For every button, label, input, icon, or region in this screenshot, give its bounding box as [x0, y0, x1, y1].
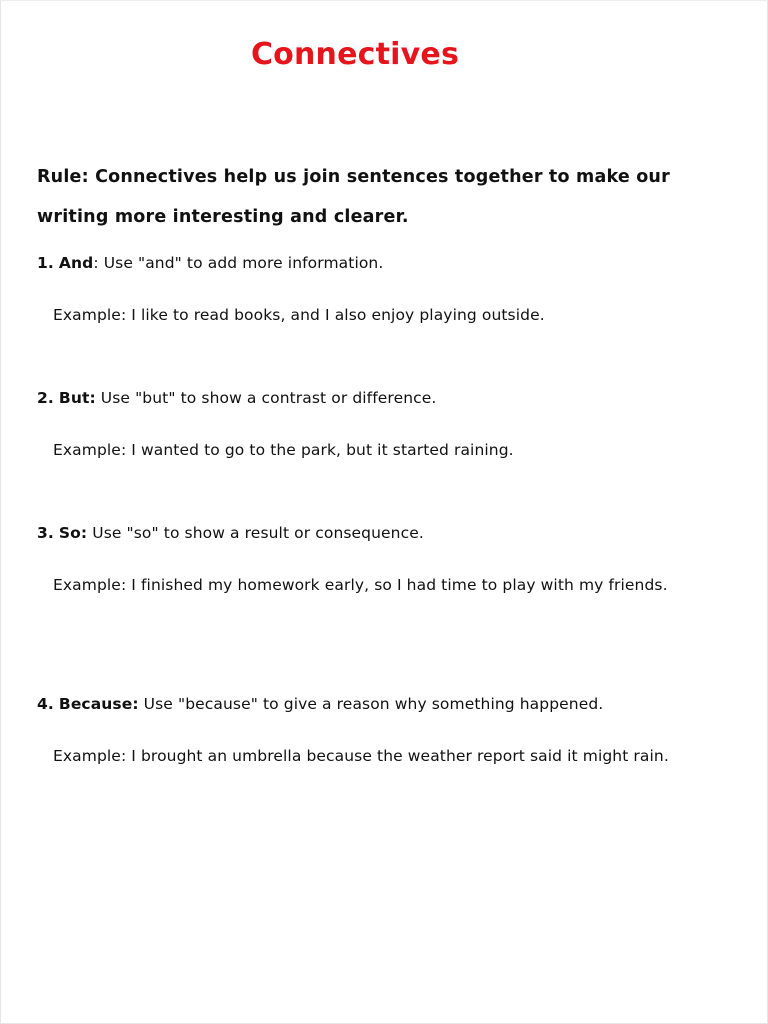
item-example: Example: I brought an umbrella because the weather report said it might rain. [53, 747, 669, 765]
item-description: Use "but" to show a contrast or difference. [95, 389, 437, 407]
item-number: 4. [37, 695, 54, 713]
item-description: Use "so" to show a result or consequence. [87, 524, 424, 542]
item-term: And [58, 254, 94, 272]
item-number: 1. [37, 254, 54, 272]
connective-item-because [37, 694, 737, 774]
connective-item-but [37, 388, 737, 468]
item-example: Example: I like to read books, and I also enjoy playing outside. [53, 306, 545, 324]
item-number: 3. [37, 524, 54, 542]
item-example: Example: I wanted to go to the park, but it started raining. [53, 441, 514, 459]
item-term: Because: [58, 695, 139, 713]
connective-item-and [37, 253, 737, 333]
page-title: Connectives [250, 37, 460, 72]
item-separator: : [93, 254, 99, 272]
item-heading [37, 523, 737, 543]
item-description: Use "and" to add more information. [98, 254, 384, 272]
item-number: 2. [37, 389, 54, 407]
item-example: Example: I finished my homework early, so I had time to play with my friends. [53, 576, 668, 594]
item-heading [37, 388, 737, 408]
rule-statement: Rule: Connectives help us join sentences together to make our writing more interesting and clearer. [37, 167, 670, 227]
connective-item-so [37, 523, 737, 603]
item-term: But: [58, 389, 96, 407]
item-term: So: [58, 524, 88, 542]
item-description: Use "because" to give a reason why something happened. [138, 695, 604, 713]
item-heading [37, 253, 737, 273]
item-heading [37, 694, 737, 714]
